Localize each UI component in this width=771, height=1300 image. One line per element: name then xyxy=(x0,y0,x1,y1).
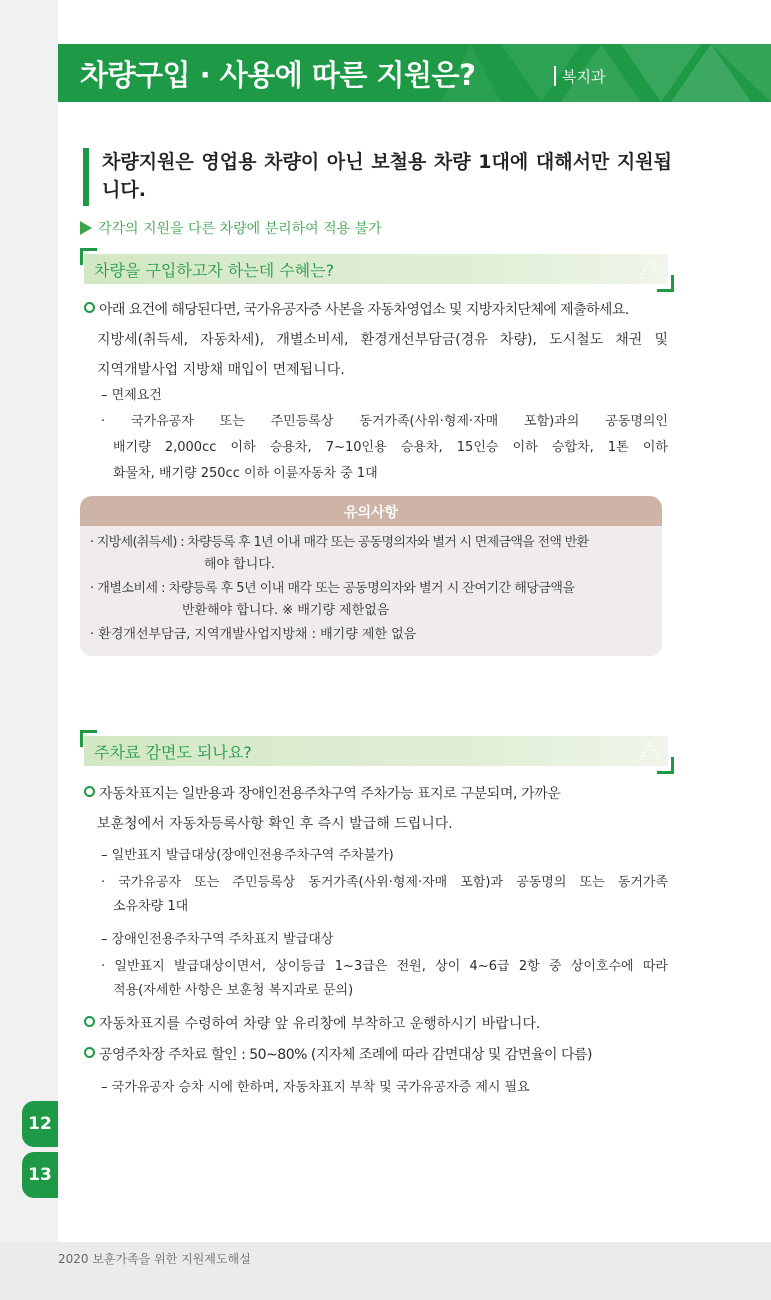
arrow-right-icon xyxy=(80,221,92,235)
circle-bullet-icon xyxy=(84,1016,95,1027)
sub-line: 적용(자세한 사항은 보훈청 복지과로 문의) xyxy=(113,983,354,998)
lead-note xyxy=(80,218,382,238)
sub-line: · 국가유공자 또는 주민등록상 동거가족(사위·형제·자매 포함)과 공동명의 또는 동거가족 xyxy=(101,875,668,890)
notice-item: · 개별소비세 : 차량등록 후 5년 이내 매각 또는 공동명의자와 별거 시 잔여기간 해당금액을 xyxy=(90,581,575,596)
section-heading-purchase xyxy=(80,254,668,284)
triangle-pattern-icon xyxy=(640,742,660,760)
circle-bullet-icon xyxy=(84,1047,95,1058)
page-number-tab: 13 xyxy=(22,1152,58,1198)
requirement-label: – 면제요건 xyxy=(101,388,162,403)
page-number-tab: 12 xyxy=(22,1101,58,1147)
header-separator xyxy=(554,66,556,86)
circle-bullet-icon xyxy=(84,786,95,797)
lead-statement: 차량지원은 영업용 차량이 아닌 보철용 차량 1대에 대해서만 지원됩니다. xyxy=(102,151,672,201)
paragraph-line: 보훈청에서 자동차등록사항 확인 후 즉시 발급해 드립니다. xyxy=(97,816,453,832)
paragraph-line: 자동차표지를 수령하여 차량 앞 유리창에 부착하고 운행하시기 바랍니다. xyxy=(84,1011,540,1037)
notice-title: 유의사항 xyxy=(343,505,399,521)
notice-box xyxy=(80,496,662,656)
sub-label: – 일반표지 발급대상(장애인전용주차구역 주차불가) xyxy=(101,848,394,863)
page-title: 차량구입 · 사용에 따른 지원은? xyxy=(80,58,476,92)
paragraph-line: 지방세(취득세, 자동차세), 개별소비세, 환경개선부담금(경유 차량), 도시철도 채권 및 xyxy=(97,332,668,348)
notice-item-continued: 해야 합니다. xyxy=(204,557,276,572)
paragraph-line: 지역개발사업 지방채 매입이 면제됩니다. xyxy=(97,362,345,378)
sub-label: – 장애인전용주차구역 주차표지 발급대상 xyxy=(101,932,334,947)
requirement-line: · 국가유공자 또는 주민등록상 동거가족(사위·형제·자매 포함)과의 공동명의인 xyxy=(101,414,668,429)
paragraph-line: 자동차표지는 일반용과 장애인전용주차구역 주차가능 표지로 구분되며, 가까운 xyxy=(84,781,668,807)
notice-item-continued: 반환해야 합니다. ※ 배기량 제한없음 xyxy=(182,603,390,618)
sub-line: 소유차량 1대 xyxy=(113,899,189,914)
section-title: 차량을 구입하고자 하는데 수혜는? xyxy=(94,261,335,280)
lead-accent-bar xyxy=(83,148,89,206)
notice-item: · 환경개선부담금, 지역개발사업지방채 : 배기량 제한 없음 xyxy=(90,627,417,642)
triangle-pattern-icon xyxy=(640,260,660,278)
notice-item: · 지방세(취득세) : 차량등록 후 1년 이내 매각 또는 공동명의자와 별거 시 면제금액을 전액 반환 xyxy=(90,535,589,550)
section-heading-parking xyxy=(80,736,668,766)
requirement-line: 배기량 2,000cc 이하 승용차, 7~10인용 승용차, 15인승 이하 승합차, 1톤 이하 xyxy=(113,440,668,455)
footer-title: 2020 보훈가족을 위한 지원제도해설 xyxy=(58,1252,251,1266)
header-department: 복지과 xyxy=(562,68,606,86)
lead-note-text: 각각의 지원을 다른 차량에 분리하여 적용 불가 xyxy=(98,221,382,237)
page-header xyxy=(58,44,771,102)
sub-line: · 일반표지 발급대상이면서, 상이등급 1~3급은 전원, 상이 4~6급 2항 중 상이호수에 따라 xyxy=(101,959,668,974)
paragraph-line: 공영주차장 주차료 할인 : 50~80% (지자체 조례에 따라 감면대상 및 감면율이 다름) xyxy=(84,1042,668,1068)
circle-bullet-icon xyxy=(84,302,95,313)
paragraph-line: 아래 요건에 해당된다면, 국가유공자증 사본을 자동차영업소 및 지방자치단체에 제출하세요. xyxy=(84,297,668,323)
header-triangle-pattern xyxy=(441,44,771,102)
section-title: 주차료 감면도 되나요? xyxy=(94,743,252,762)
requirement-line: 화물차, 배기량 250cc 이하 이륜자동차 중 1대 xyxy=(113,466,378,481)
sub-line: – 국가유공자 승차 시에 한하며, 자동차표지 부착 및 국가유공자증 제시 필요 xyxy=(101,1080,530,1095)
